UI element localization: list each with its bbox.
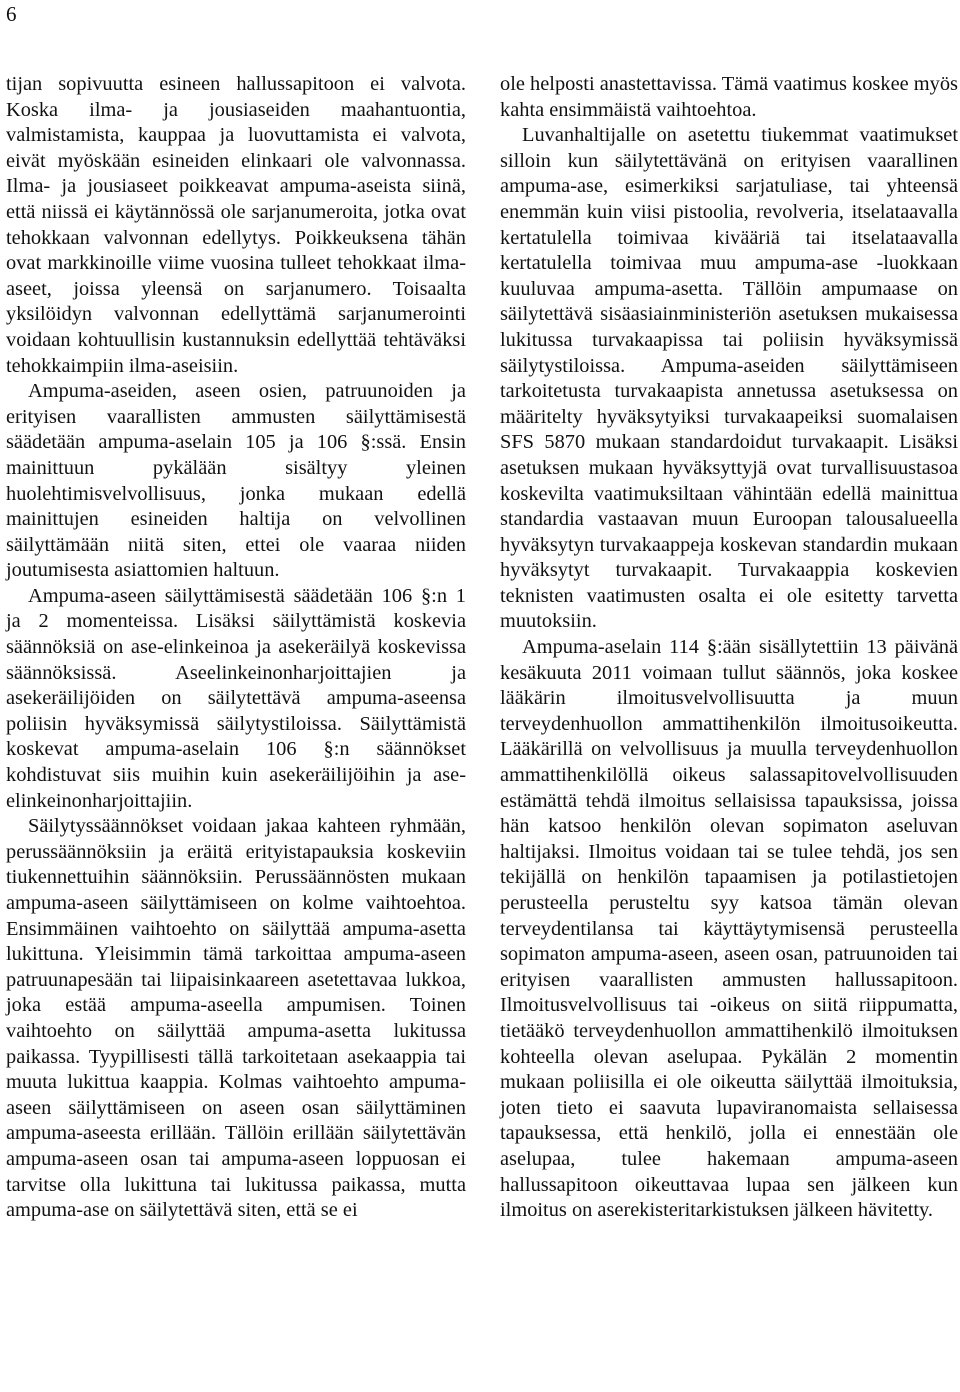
paragraph: Säilytyssäännökset voidaan jakaa kahteen ryhmään, perussäännöksiin ja eräitä erityistapauksia koskeviin tiukennettuihin säännöksiin. Perussäännösten mukaan ampuma-aseen säilyttämiseen on kolme vaihtoehtoa. Ensimmäinen vaihtoehto on säilyttää ampuma-asetta lukittuna. Yleisimmin tämä tarkoittaa ampuma-aseen patruunapesään tai liipaisinkaareen asetettavaa lukkoa, joka estää ampuma-aseella ampumisen. Toinen vaihtoehto on säilyttää ampuma-asetta lukitussa paikassa. Tyypillisesti tällä tarkoitetaan asekaappia tai muuta lukittua kaappia. Kolmas vaihtoehto ampuma-aseen säilyttämiseen on aseen osan säilyttäminen ampuma-aseesta erillään. Tällöin erillään säilytettävän ampuma-aseen osan tai ampuma-aseen loppuosan ei tarvitse olla lukittuna tai lukitussa paikassa, mutta ampuma-ase on säilytettävä siten, että se ei [6,815,466,1222]
paragraph: Ampuma-aseen säilyttämisestä säädetään 106 §:n 1 ja 2 momenteissa. Lisäksi säilyttämistä koskevia säännöksiä on ase-elinkeinoa ja asekeräilyä koskevissa säännöksissä. Aseelinkeinonharjoittajien ja asekeräilijöiden on säilytettävä ampuma-aseensa poliisin hyväksymissä säilytystiloissa. Säilyttämistä koskevat ampuma-aselain 106 §:n säännökset kohdistuvat siis muihin kuin asekeräilijöihin ja ase-elinkeinonharjoittajiin. [6,584,466,812]
paragraph: Ampuma-aselain 114 §:ään sisällytettiin 13 päivänä kesäkuuta 2011 voimaan tullut säännös, joka koskee lääkärin ilmoitusvelvollisuutta ja muun terveydenhuollon ammattihenkilön ilmoitusoikeutta. Lääkärillä on velvollisuus ja muulla terveydenhuollon ammattihenkilöllä oikeus salassapitovelvollisuuden estämättä tehdä ilmoitus sellaisissa tapauksissa, joissa hän katsoo henkilön olevan sopimaton aseluvan haltijaksi. Ilmoitus voidaan tai se tulee tehdä, jos sen tekijällä on henkilön tapaamisen ja potilastietojen perusteella perusteltu syy katsoa tämän olevan terveydentilansa tai käyttäytymisensä perusteella sopimaton ampuma-aseen, aseen osan, patruunoiden tai erityisen vaarallisten ammusten hallussapitoon. Ilmoitusvelvollisuus tai -oikeus on siitä riippumatta, tietääkö terveydenhuollon ammattihenkilö ilmoituksen kohteella olevan aselupaa. Pykälän 2 momentin mukaan poliisilla ei ole oikeutta säilyttää ilmoituksia, joten tieto ei saavuta lupaviranomaista sellaisessa tapauksessa, että henkilö, jolla ei ennestään ole aselupaa, tulee hakemaan ampuma-aseen hallussapitoon oikeuttavaa lupaa sen jälkeen kun ilmoitus on aserekisteritarkistuksen jälkeen hävitetty. [500,636,958,1222]
right-text-column [500,72,958,1224]
paragraph: ole helposti anastettavissa. Tämä vaatimus koskee myös kahta ensimmäistä vaihtoehtoa. [500,73,958,121]
paragraph: Ampuma-aseiden, aseen osien, patruunoiden ja erityisen vaarallisten ammusten säilyttämisestä säädetään ampuma-aselain 105 ja 106 §:ssä. Ensin mainittuun pykälään sisältyy yleinen huolehtimisvelvollisuus, jonka mukaan edellä mainittujen esineiden haltija on velvollinen säilyttämään niitä siten, ettei ole vaaraa niiden joutumisesta asiattomien haltuun. [6,380,466,582]
paragraph: Luvanhaltijalle on asetettu tiukemmat vaatimukset silloin kun säilytettävänä on erityisen vaarallinen ampuma-ase, esimerkiksi sarjatuliase, tai yhteensä enemmän kuin viisi pistoolia, revolveria, itselataavalla kertatulella toimivaa kivääriä tai itselataavalla kertatulella toimivaa muu ampuma-ase -luokkaan kuuluvaa ampuma-asetta. Tällöin ampumaase on säilytettävä sisäasiainministeriön asetuksen mukaisessa lukitussa turvakaapissa tai poliisin hyväksymissä säilytystiloissa. Ampuma-aseiden säilyttämiseen tarkoitetusta turvakaapista annetussa asetuksessa on määritelty hyväksytyiksi turvakaapeiksi suomalaisen SFS 5870 mukaan standardoidut turvakaapit. Lisäksi asetuksen mukaan hyväksyttyjä ovat turvallisuustasoa koskevilta vaatimuksiltaan vähintään edellä mainittua standardia vastaavan muun Euroopan talousalueella hyväksytyn turvakaappeja koskevan standardin mukaan hyväksytyt turvakaapit. Turvakaappia koskevien teknisten vaatimusten osalta ei ole esitetty tarvetta muutoksiin. [500,124,958,633]
left-text-column [6,72,466,1224]
page-number: 6 [6,2,17,26]
paragraph: tijan sopivuutta esineen hallussapitoon ei valvota. Koska ilma- ja jousiaseiden maahantuontia, valmistamista, kauppaa ja luovuttamista ei valvota, eivät myöskään esineiden elinkaari ole valvonnassa. Ilma- ja jousiaseet poikkeavat ampuma-aseista siinä, että niissä ei käytännössä ole sarjanumeroita, jotka ovat tehokkaan valvonnan edellytys. Poikkeuksena tähän ovat markkinoille viime vuosina tulleet tehokkaat ilma-aseet, joissa yleensä on sarjanumero. Toisaalta yksilöidyn valvonnan edellyttämä sarjanumerointi voidaan kohtuullisin kustannuksin edellyttää tehtäväksi tehokkaimpiin ilma-aseisiin. [6,73,466,377]
